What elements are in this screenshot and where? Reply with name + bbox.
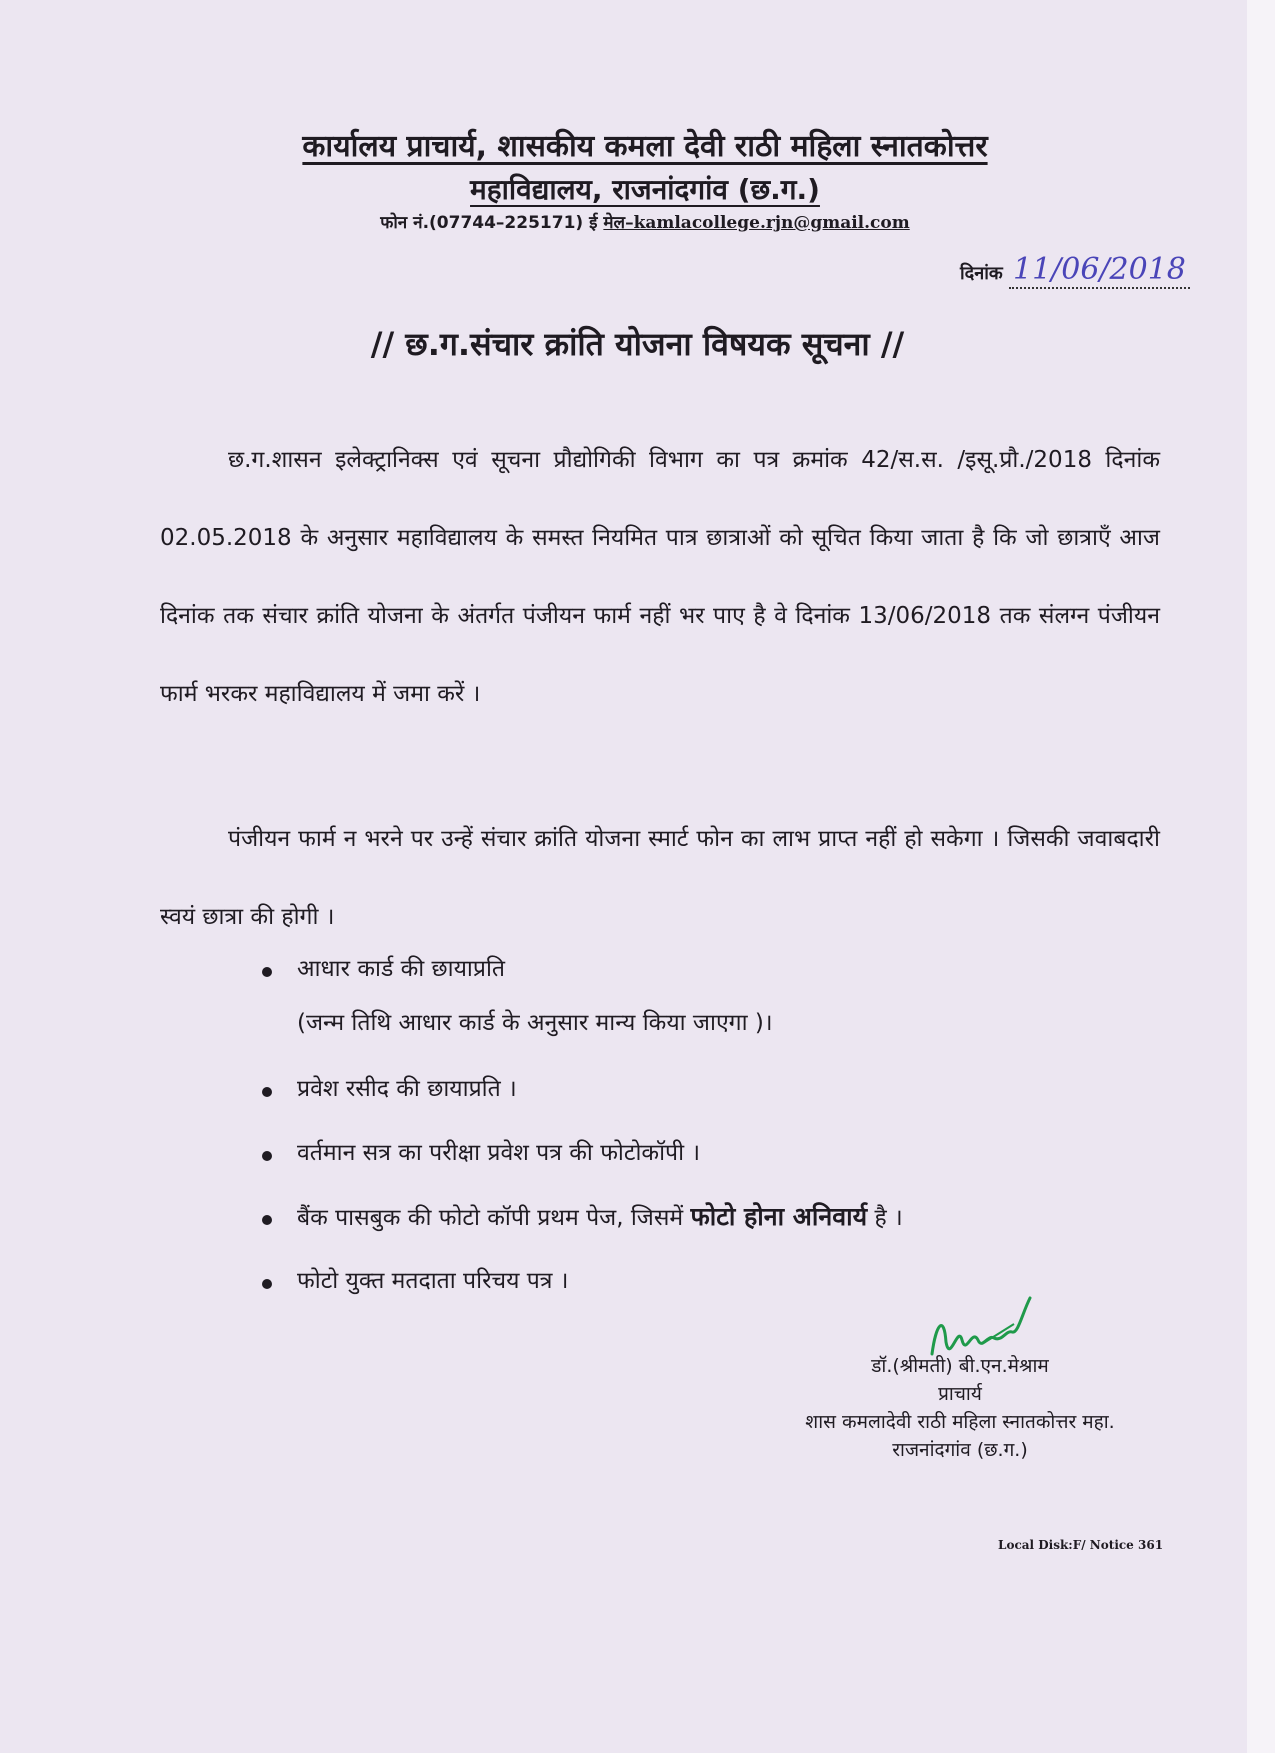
notice-date bbox=[960, 252, 1190, 287]
bullet-icon bbox=[262, 1087, 272, 1097]
date-label: दिनांक bbox=[960, 263, 1003, 284]
scan-edge bbox=[1247, 0, 1275, 1753]
notice-paragraph-2: पंजीयन फार्म न भरने पर उन्हें संचार क्रांति योजना स्मार्ट फोन का लाभ प्राप्त नहीं हो सकेगा । जिसकी जवाबदारी स्वयं छात्रा की होगी । bbox=[160, 826, 1160, 930]
bullet-icon bbox=[262, 967, 272, 977]
list-item: प्रवेश रसीद की छायाप्रति । bbox=[262, 1071, 903, 1135]
signatory-name: डॉ.(श्रीमती) बी.एन.मेश्राम bbox=[871, 1355, 1049, 1377]
notice-title: // छ.ग.संचार क्रांति योजना विषयक सूचना // bbox=[370, 325, 905, 363]
mandatory-photo-emphasis: फोटो होना अनिवार्य bbox=[690, 1202, 868, 1231]
handwritten-signature bbox=[922, 1294, 1042, 1374]
signatory-institution: शास कमलादेवी राठी महिला स्नातकोत्तर महा. bbox=[805, 1411, 1115, 1433]
office-heading-line1: कार्यालय प्राचार्य, शासकीय कमला देवी राठी महिला स्नातकोत्तर bbox=[302, 129, 988, 164]
signatory-designation: प्राचार्य bbox=[938, 1383, 982, 1405]
office-heading-line2: महाविद्यालय, राजनांदगांव (छ.ग.) bbox=[470, 173, 820, 206]
required-documents-list bbox=[262, 951, 903, 1327]
bullet-icon bbox=[262, 1215, 272, 1225]
list-item: फोटो युक्त मतदाता परिचय पत्र । bbox=[262, 1263, 903, 1327]
signatory-city: राजनांदगांव (छ.ग.) bbox=[892, 1439, 1028, 1461]
bullet-icon bbox=[262, 1279, 272, 1289]
list-item-note: (जन्म तिथि आधार कार्ड के अनुसार मान्य किया जाएगा )। bbox=[297, 1010, 773, 1036]
bullet-icon bbox=[262, 1151, 272, 1161]
signature-block bbox=[700, 1352, 1220, 1464]
list-item: बैंक पासबुक की फोटो कॉपी प्रथम पेज, जिसमें फोटो होना अनिवार्य है । bbox=[262, 1199, 903, 1263]
list-item: आधार कार्ड की छायाप्रति bbox=[262, 951, 903, 1005]
notice-paragraph-1: छ.ग.शासन इलेक्ट्रानिक्स एवं सूचना प्रौद्योगिकी विभाग का पत्र क्रमांक 42/स.स. /इसू.प्रौ./2018 दिनांक 02.05.2018 के अनुसार महाविद्यालय के समस्त नियमित पात्र छात्राओं को सूचित किया जाता है कि जो छात्राएँ आज दिनांक तक संचार क्रांति योजना के अंतर्गत पंजीयन फार्म नहीं भर पाए है वे दिनांक 13/06/2018 तक संलग्न पंजीयन फार्म भरकर महाविद्यालय में जमा करें । bbox=[160, 447, 1160, 707]
date-value: 11/06/2018 bbox=[1009, 252, 1190, 289]
list-item: वर्तमान सत्र का परीक्षा प्रवेश पत्र की फोटोकॉपी । bbox=[262, 1135, 903, 1199]
phone-text: फोन नं.(07744–225171) ई bbox=[380, 213, 598, 233]
file-reference: Local Disk:F/ Notice 361 bbox=[998, 1538, 1164, 1552]
contact-line bbox=[150, 210, 1140, 233]
email-text: मेल–kamlacollege.rjn@gmail.com bbox=[603, 213, 910, 233]
